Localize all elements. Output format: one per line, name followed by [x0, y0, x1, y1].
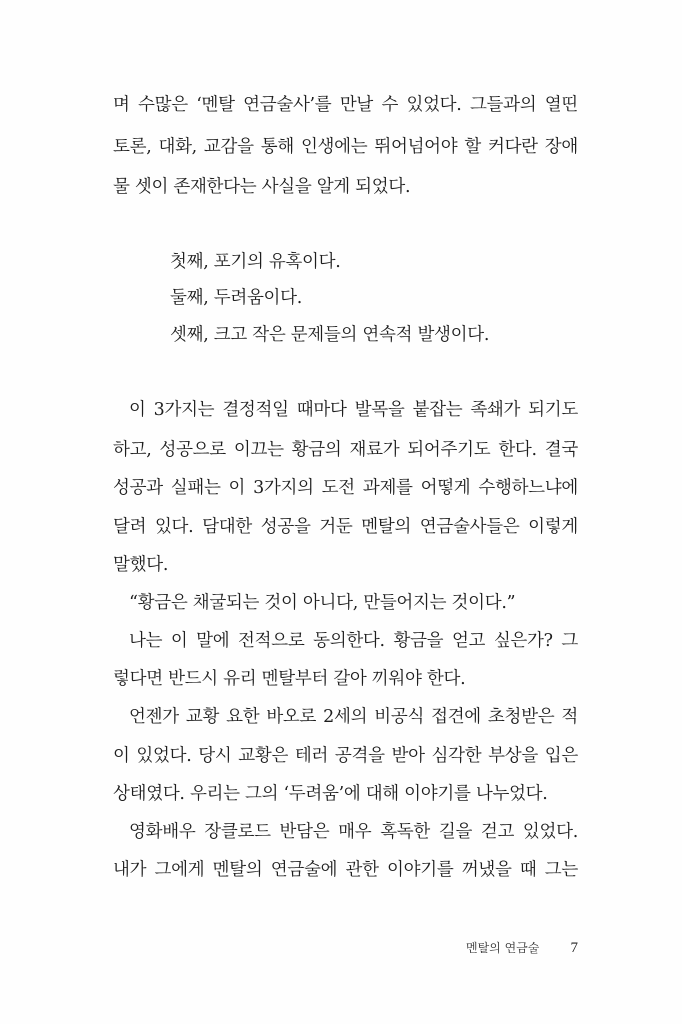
text-line: 물 셋이 존재한다는 사실을 알게 되었다. — [113, 177, 411, 197]
text-line: 렇다면 반드시 유리 멘탈부터 갈아 끼워야 한다. — [113, 669, 466, 689]
list-item: 첫째, 포기의 유혹이다. — [170, 252, 341, 272]
text-line: 성공과 실패는 이 3가지의 도전 과제를 어떻게 수행하느냐에 — [113, 478, 578, 498]
text-line: 며 수많은 ‘멘탈 연금술사’를 만날 수 있었다. 그들과의 열띤 — [113, 95, 578, 115]
text-line: 언젠가 교황 요한 바오로 2세의 비공식 접견에 초청받은 적 — [129, 707, 578, 727]
text-line: 영화배우 장클로드 반담은 매우 혹독한 길을 걷고 있었다. — [129, 822, 578, 842]
text-line: 이 3가지는 결정적일 때마다 발목을 붙잡는 족쇄가 되기도 — [129, 400, 578, 420]
text-line: 말했다. — [113, 555, 169, 575]
text-line: 나는 이 말에 전적으로 동의한다. 황금을 얻고 싶은가? 그 — [129, 631, 578, 651]
text-line: 상태였다. 우리는 그의 ‘두려움’에 대해 이야기를 나누었다. — [113, 784, 548, 804]
text-line: 하고, 성공으로 이끄는 황금의 재료가 되어주기도 한다. 결국 — [113, 440, 578, 460]
text-line: 이 있었다. 당시 교황은 테러 공격을 받아 심각한 부상을 입은 — [113, 746, 578, 766]
list-item: 둘째, 두려움이다. — [170, 288, 303, 308]
running-book-title: 멘탈의 연금술 — [466, 941, 540, 955]
page-number: 7 — [570, 940, 578, 956]
text-line: 내가 그에게 멘탈의 연금술에 관한 이야기를 꺼냈을 때 그는 — [113, 860, 578, 880]
list-item: 셋째, 크고 작은 문제들의 연속적 발생이다. — [170, 325, 490, 345]
text-line: 토론, 대화, 교감을 통해 인생에는 뛰어넘어야 할 커다란 장애 — [113, 137, 578, 157]
quote: “황금은 채굴되는 것이 아니다, 만들어지는 것이다.” — [129, 593, 516, 613]
text-line: 달려 있다. 담대한 성공을 거둔 멘탈의 연금술사들은 이렇게 — [113, 517, 578, 537]
page-footer — [440, 938, 580, 958]
